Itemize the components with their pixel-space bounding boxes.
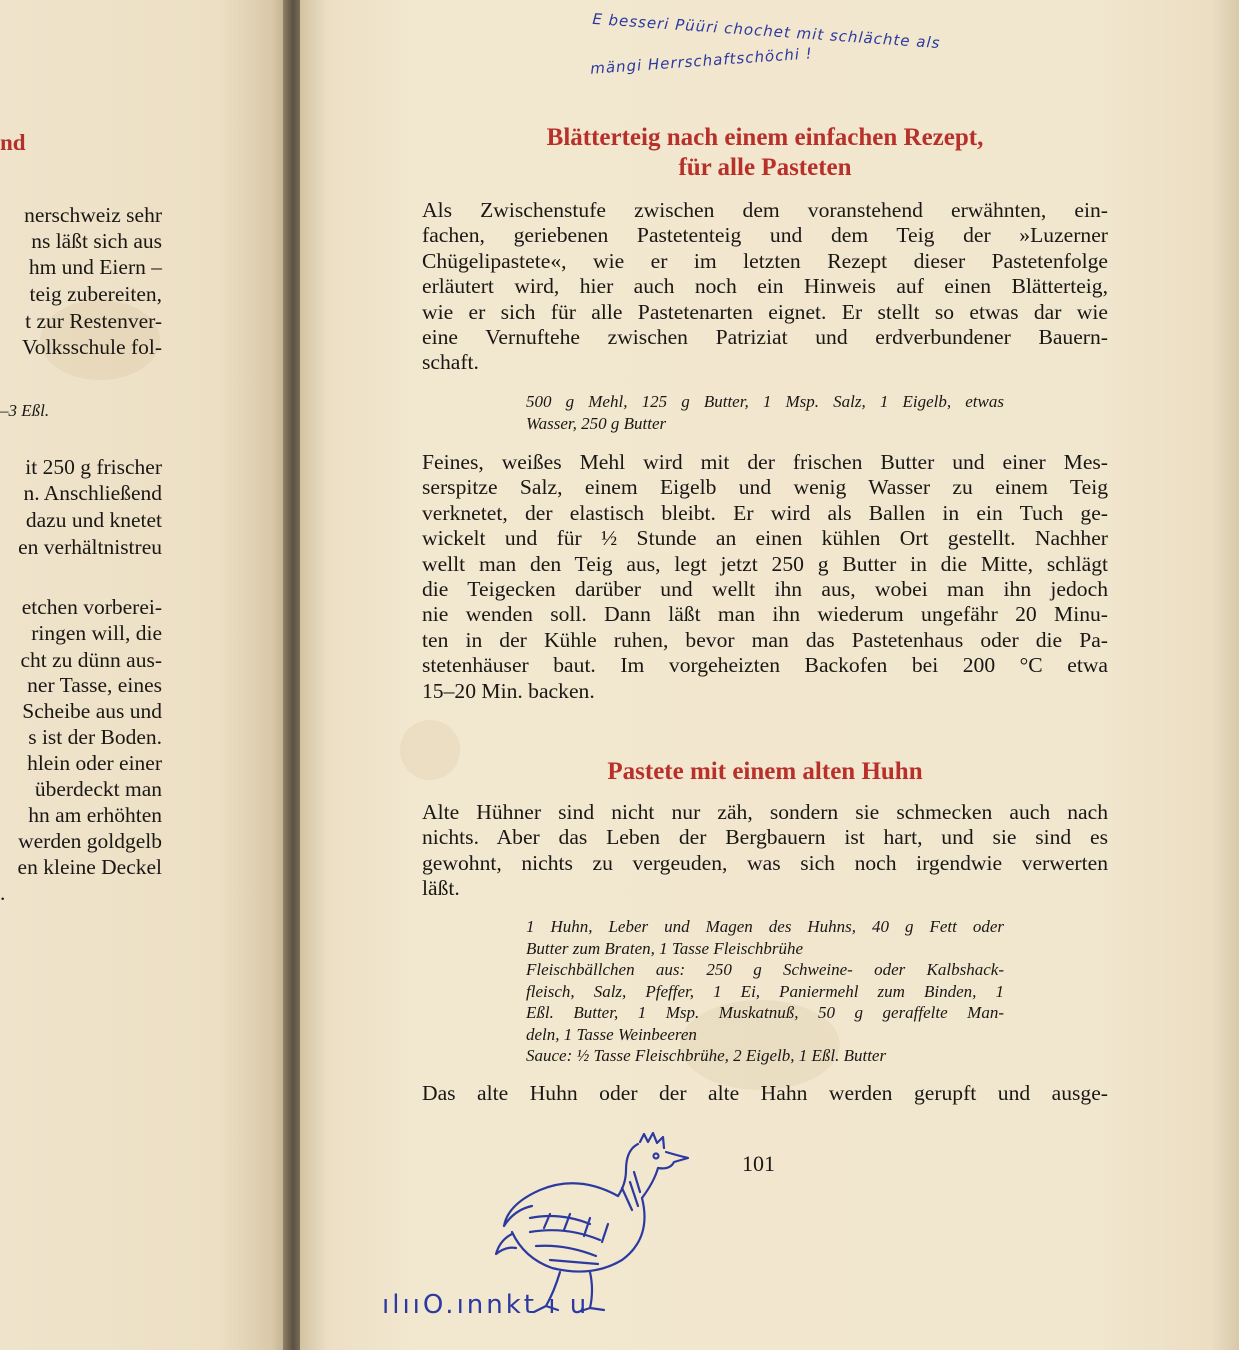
left-line: hn am erhöhten xyxy=(28,803,162,827)
recipe1-method xyxy=(422,450,1108,704)
text-line: Das alte Huhn oder der alte Hahn werden gerupft und ausge- xyxy=(422,1081,1108,1105)
recipe2-intro xyxy=(422,800,1108,902)
recipe-title: Pastete mit einem alten Huhn xyxy=(607,758,923,785)
text-line: läßt. xyxy=(422,876,460,901)
text-line: fachen, geriebenen Pastetenteig und dem Teig der »Luzerner xyxy=(422,223,1108,248)
ingredient-line: Wasser, 250 g Butter xyxy=(526,413,667,433)
left-line: hlein oder einer xyxy=(27,751,162,775)
text-line: nie wenden soll. Dann läßt man ihn wiederum ungefähr 20 Minu- xyxy=(422,602,1108,627)
text-line: ten in der Kühle ruhen, bevor man das Pastetenhaus oder die Pa- xyxy=(422,627,1108,652)
text-line: Alte Hühner sind nicht nur zäh, sondern sie schmecken auch nach xyxy=(422,800,1108,824)
text-line: Als Zwischenstufe zwischen dem voranstehend erwähnten, ein- xyxy=(422,198,1108,222)
text-line: 15–20 Min. backen. xyxy=(422,678,595,703)
recipe-title: Blätterteig nach einem einfachen Rezept, xyxy=(546,124,984,151)
text-line: stetenhäuser baut. Im vorgeheizten Backofen bei 200 °C etwa xyxy=(422,653,1108,678)
text-line: verknetet, der elastisch bleibt. Er wird als Ballen in ein Tuch ge- xyxy=(422,500,1108,525)
left-page xyxy=(0,0,292,1350)
ingredient-line: fleisch, Salz, Pfeffer, 1 Ei, Paniermehl zum Binden, 1 xyxy=(526,981,1004,1001)
text-line: erläutert wird, hier auch noch ein Hinweis auf einen Blätterteig, xyxy=(422,274,1108,299)
left-line: n. Anschließend xyxy=(23,481,162,505)
recipe-title: für alle Pasteten xyxy=(678,154,852,181)
ingredient-line: 500 g Mehl, 125 g Butter, 1 Msp. Salz, 1 Eigelb, etwas xyxy=(526,392,1004,411)
left-line: Volksschule fol- xyxy=(22,335,162,359)
left-line: ns läßt sich aus xyxy=(31,229,162,253)
ingredient-line: Eßl. Butter, 1 Msp. Muskatnuß, 50 g geraffelte Man- xyxy=(526,1003,1004,1022)
handwritten-note-line: mängi Herrschaftschöchi ! xyxy=(589,44,814,78)
left-line: hm und Eiern – xyxy=(28,255,162,279)
left-line: Scheibe aus und xyxy=(22,699,162,723)
text-line: serspitze Salz, einem Eigelb und wenig Wasser zu einem Teig xyxy=(422,475,1108,500)
left-line: . xyxy=(0,881,6,905)
left-ingredient-fragment: –3 Eßl. xyxy=(0,401,50,420)
handwritten-note-line: E besseri Püüri chochet mit schlächte als xyxy=(591,9,942,53)
left-line: en kleine Deckel xyxy=(17,855,162,879)
text-line: Feines, weißes Mehl wird mit der frischen Butter und einer Mes- xyxy=(422,450,1108,474)
recipe2-method xyxy=(422,1081,1108,1106)
left-line: t zur Restenver- xyxy=(25,309,162,333)
ingredient-line: Sauce: ½ Tasse Fleischbrühe, 2 Eigelb, 1 Eßl. Butter xyxy=(526,1046,887,1065)
left-line: s ist der Boden. xyxy=(28,725,162,749)
ingredient-line: 1 Huhn, Leber und Magen des Huhns, 40 g Fett oder xyxy=(526,917,1004,936)
left-line: en verhältnistreu xyxy=(18,535,162,559)
recipe1-intro xyxy=(422,198,1108,376)
ingredient-line: Butter zum Braten, 1 Tasse Fleischbrühe xyxy=(526,938,804,958)
text-line: gewohnt, nichts zu vergeuden, was sich noch irgendwie verwerten xyxy=(422,850,1108,875)
left-line: nerschweiz sehr xyxy=(24,203,162,227)
left-line: ringen will, die xyxy=(31,621,162,645)
ingredient-line: Fleischbällchen aus: 250 g Schweine- oder Kalbshack- xyxy=(526,960,1004,979)
left-line: teig zubereiten, xyxy=(29,282,162,306)
left-line: cht zu dünn aus- xyxy=(20,648,162,672)
text-line: wellt man den Teig aus, legt jetzt 250 g Butter in die Mitte, schlägt xyxy=(422,551,1108,576)
page-number: 101 xyxy=(742,1151,775,1176)
left-line: dazu und knetet xyxy=(25,508,162,532)
left-line: etchen vorberei- xyxy=(21,595,162,619)
left-line: werden goldgelb xyxy=(18,829,162,853)
text-line: wie er sich für alle Pastetenarten eignet. Er stellt so etwas dar wie xyxy=(422,299,1108,324)
left-line: it 250 g frischer xyxy=(25,455,162,479)
text-line: eine Vernuftehe zwischen Patriziat und erdverbundener Bauern- xyxy=(422,324,1108,349)
text-line: nichts. Aber das Leben der Bergbauern ist hart, und sie sind es xyxy=(422,825,1108,850)
left-page-heading: nd xyxy=(0,130,26,155)
ingredient-line: deln, 1 Tasse Weinbeeren xyxy=(526,1024,697,1044)
text-line: die Teigecken darüber und wellt ihn aus, wobei man ihn jedoch xyxy=(422,576,1108,601)
text-line: wickelt und für ½ Stunde an einen kühlen Ort gestellt. Nachher xyxy=(422,526,1108,551)
recipe2-ingredients xyxy=(526,916,1004,1067)
left-line: ner Tasse, eines xyxy=(27,673,162,697)
text-line: schaft. xyxy=(422,350,479,375)
recipe1-ingredients xyxy=(526,391,1004,434)
text-line: Chügelipastete«, wie er im letzten Rezept dieser Pastetenfolge xyxy=(422,248,1108,273)
left-line: überdeckt man xyxy=(34,777,162,801)
doodle-scribble: ılııO.ınnkt ı u xyxy=(382,1290,590,1320)
